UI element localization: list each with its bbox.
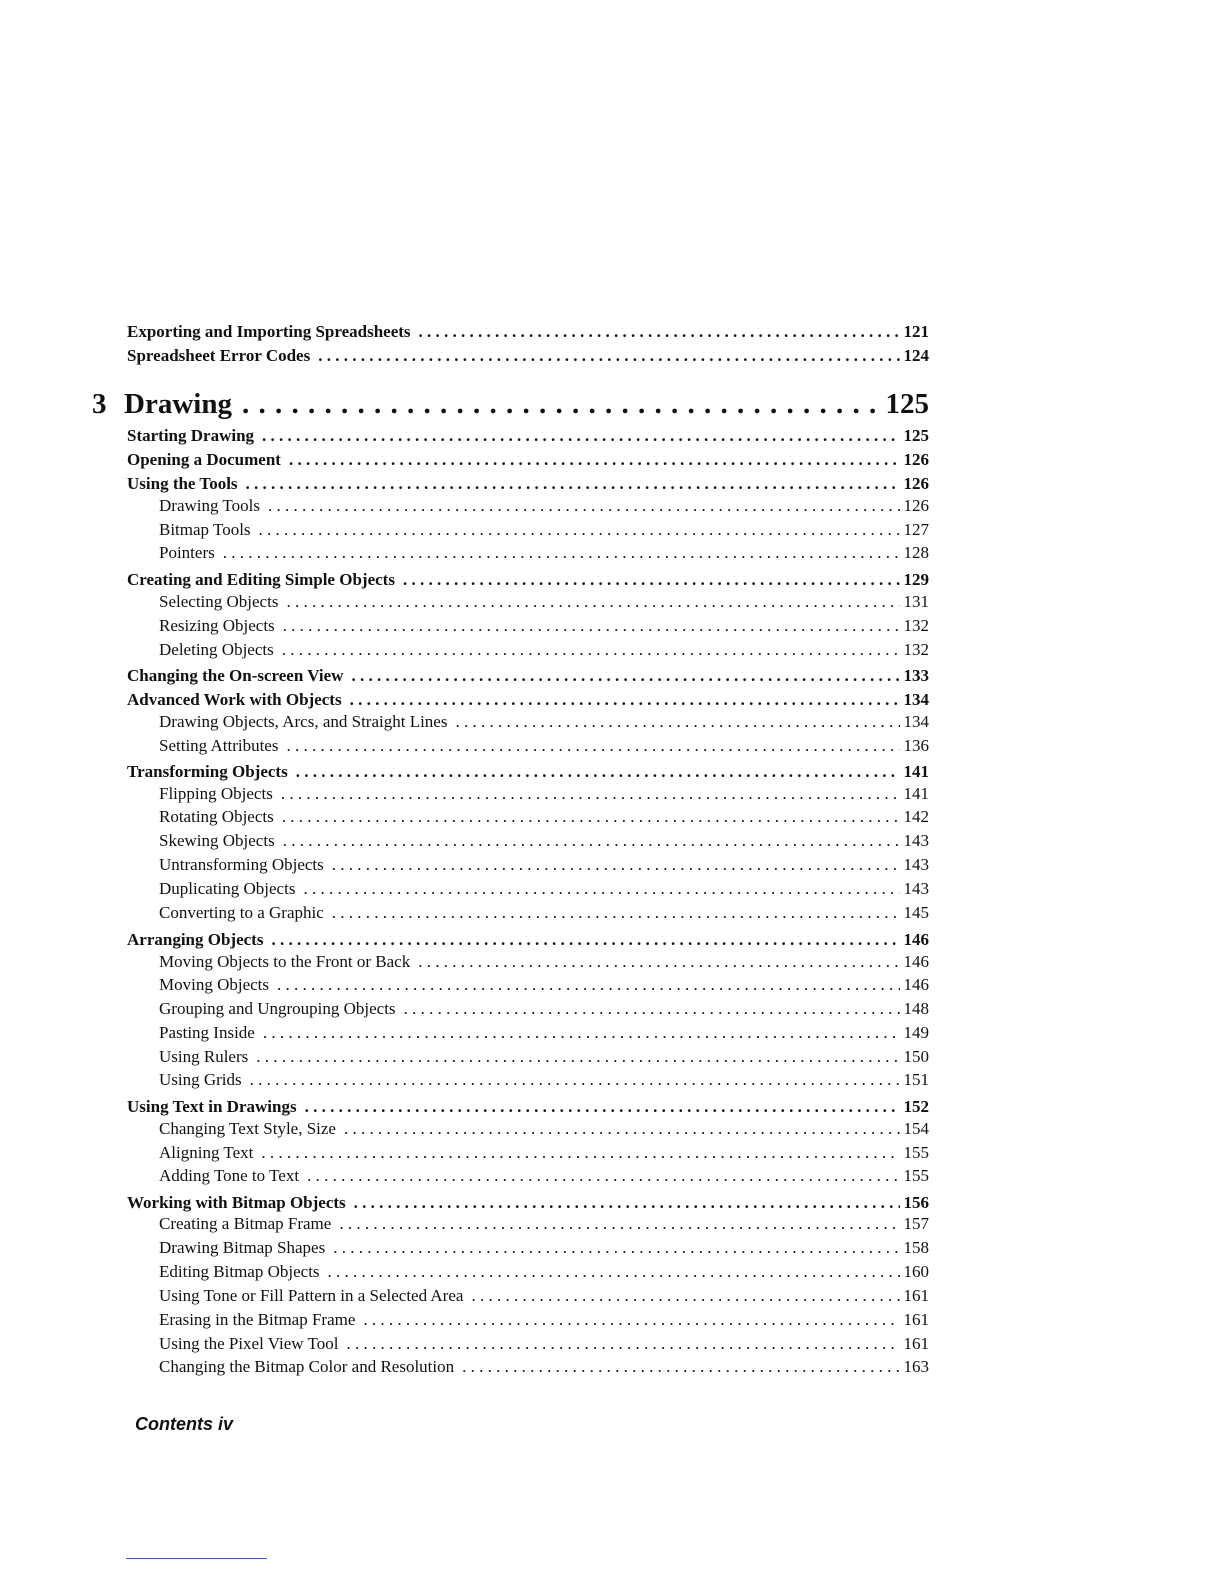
toc-entry-page: 146 — [903, 975, 929, 994]
toc-entry — [127, 930, 929, 950]
toc-entry — [127, 666, 929, 686]
toc-entry-title: Converting to a Graphic — [159, 903, 324, 922]
toc-entry-page: 121 — [903, 322, 929, 341]
chapter-heading — [92, 388, 929, 421]
toc-entry-title: Deleting Objects — [159, 640, 274, 659]
toc-entry-title: Drawing Objects, Arcs, and Straight Lines — [159, 712, 448, 731]
toc-entry — [159, 1070, 929, 1090]
toc-entry-page: 131 — [903, 592, 929, 611]
dot-leader — [363, 1310, 899, 1330]
dot-leader — [268, 496, 900, 516]
dot-leader — [283, 616, 900, 636]
toc-entry-title: Editing Bitmap Objects — [159, 1262, 320, 1281]
toc-entry-page: 133 — [903, 666, 929, 685]
toc-entry — [159, 784, 929, 804]
toc-entry-title: Flipping Objects — [159, 784, 273, 803]
toc-entry — [159, 1166, 929, 1186]
toc-entry-title: Erasing in the Bitmap Frame — [159, 1310, 356, 1329]
toc-entry-page: 127 — [903, 520, 929, 539]
dot-leader — [404, 999, 900, 1019]
toc-entry — [127, 322, 929, 342]
toc-entry-page: 152 — [903, 1097, 929, 1116]
toc-entry-page: 134 — [903, 712, 929, 731]
toc-entry-title: Opening a Document — [127, 450, 281, 469]
dot-leader — [282, 640, 900, 660]
toc-entry-title: Changing the Bitmap Color and Resolution — [159, 1357, 455, 1376]
dot-leader — [403, 570, 900, 590]
toc-entry — [127, 450, 929, 470]
toc-entry — [159, 903, 929, 923]
toc-entry-title: Exporting and Importing Spreadsheets — [127, 322, 411, 341]
toc-entry-page: 146 — [903, 952, 929, 971]
toc-entry-title: Skewing Objects — [159, 831, 275, 850]
toc-entry — [127, 346, 929, 366]
toc-entry-title: Using Rulers — [159, 1047, 249, 1066]
toc-entry-title: Starting Drawing — [127, 426, 255, 445]
dot-leader — [332, 903, 900, 923]
dot-leader — [262, 426, 899, 446]
toc-entry-page: 143 — [903, 879, 929, 898]
toc-entry-page: 136 — [903, 736, 929, 755]
toc-entry — [159, 1357, 929, 1377]
chapter-number: 3 — [92, 388, 107, 420]
toc-entry-title: Using Tone or Fill Pattern in a Selected Area — [159, 1286, 464, 1305]
chapter-page: 125 — [885, 388, 929, 420]
dot-leader — [286, 592, 899, 612]
toc-entry — [159, 543, 929, 563]
toc-entry — [159, 855, 929, 875]
toc-entry-title: Rotating Objects — [159, 807, 274, 826]
dot-leader — [261, 1143, 899, 1163]
toc-entry — [159, 616, 929, 636]
dot-leader — [328, 1262, 900, 1282]
toc-entry — [159, 496, 929, 516]
toc-entry — [159, 1143, 929, 1163]
dot-leader — [283, 831, 900, 851]
toc-entry-page: 158 — [903, 1238, 929, 1257]
dot-leader — [296, 762, 900, 782]
toc-entry-page: 151 — [903, 1070, 929, 1089]
dot-leader — [418, 952, 899, 972]
toc-entry-page: 150 — [903, 1047, 929, 1066]
toc-entry-title: Setting Attributes — [159, 736, 279, 755]
toc-entry — [159, 1047, 929, 1067]
toc-entry-page: 146 — [903, 930, 929, 949]
dot-leader — [281, 784, 900, 804]
toc-entry — [159, 1214, 929, 1234]
toc-entry-title: Selecting Objects — [159, 592, 279, 611]
toc-entry — [127, 426, 929, 446]
toc-entry — [127, 570, 929, 590]
toc-entry-page: 143 — [903, 855, 929, 874]
dot-leader — [289, 450, 900, 470]
dot-leader — [344, 1119, 900, 1139]
toc-entry-title: Untransforming Objects — [159, 855, 324, 874]
toc-entry-page: 149 — [903, 1023, 929, 1042]
toc-entry-page: 141 — [903, 784, 929, 803]
toc-entry-page: 132 — [903, 640, 929, 659]
toc-entry — [159, 1023, 929, 1043]
toc-entry-title: Spreadsheet Error Codes — [127, 346, 311, 365]
dot-leader — [242, 388, 878, 421]
toc-entry — [127, 1097, 929, 1117]
toc-entry — [159, 807, 929, 827]
dot-leader — [246, 474, 900, 494]
dot-leader — [303, 879, 899, 899]
dot-leader — [263, 1023, 900, 1043]
dot-leader — [286, 736, 899, 756]
toc-entry-page: 126 — [903, 450, 929, 469]
toc-entry-title: Using Text in Drawings — [127, 1097, 297, 1116]
toc-entry-page: 148 — [903, 999, 929, 1018]
toc-entry-page: 156 — [903, 1193, 929, 1212]
toc-entry-title: Creating a Bitmap Frame — [159, 1214, 332, 1233]
toc-entry-title: Using Grids — [159, 1070, 242, 1089]
dot-leader — [471, 1286, 899, 1306]
toc-entry-title: Changing the On-screen View — [127, 666, 344, 685]
toc-entry-page: 132 — [903, 616, 929, 635]
toc-entry-title: Working with Bitmap Objects — [127, 1193, 346, 1212]
dot-leader — [333, 1238, 899, 1258]
dot-leader — [282, 807, 900, 827]
dot-leader — [354, 1193, 900, 1213]
toc-entry — [159, 952, 929, 972]
toc-entry — [159, 879, 929, 899]
dot-leader — [271, 930, 899, 950]
toc-entry-page: 141 — [903, 762, 929, 781]
toc-entry-title: Grouping and Ungrouping Objects — [159, 999, 396, 1018]
dot-leader — [250, 1070, 900, 1090]
toc-entry-page: 124 — [903, 346, 929, 365]
toc-entry — [159, 1238, 929, 1258]
dot-leader — [318, 346, 899, 366]
page-footer: Contents iv — [135, 1414, 234, 1434]
toc-entry-page: 129 — [903, 570, 929, 589]
footer-rule — [126, 1558, 267, 1559]
toc-entry-page: 155 — [903, 1143, 929, 1162]
dot-leader — [419, 322, 900, 342]
toc-entry-page: 161 — [903, 1334, 929, 1353]
dot-leader — [346, 1334, 899, 1354]
toc-entry-page: 145 — [903, 903, 929, 922]
toc-entry-page: 128 — [903, 543, 929, 562]
dot-leader — [305, 1097, 900, 1117]
toc-entry-title: Arranging Objects — [127, 930, 264, 949]
toc-entry — [127, 690, 929, 710]
toc-entry-title: Pointers — [159, 543, 215, 562]
toc-entry-page: 134 — [903, 690, 929, 709]
toc-entry-page: 125 — [903, 426, 929, 445]
dot-leader — [351, 666, 899, 686]
toc-entry-page: 161 — [903, 1310, 929, 1329]
toc-entry-title: Creating and Editing Simple Objects — [127, 570, 395, 589]
dot-leader — [462, 1357, 899, 1377]
toc-entry — [159, 1334, 929, 1354]
dot-leader — [307, 1166, 899, 1186]
dot-leader — [350, 690, 900, 710]
toc-entry-title: Pasting Inside — [159, 1023, 255, 1042]
toc-entry-title: Duplicating Objects — [159, 879, 296, 898]
toc-entry — [159, 592, 929, 612]
toc-entry-title: Changing Text Style, Size — [159, 1119, 336, 1138]
dot-leader — [256, 1047, 899, 1067]
dot-leader — [259, 520, 900, 540]
toc-entry-page: 155 — [903, 1166, 929, 1185]
toc-entry — [159, 712, 929, 732]
toc-entry-page: 163 — [903, 1357, 929, 1376]
toc-entry-page: 126 — [903, 496, 929, 515]
toc-entry — [159, 640, 929, 660]
toc-entry-title: Adding Tone to Text — [159, 1166, 300, 1185]
toc-entry-title: Aligning Text — [159, 1143, 254, 1162]
toc-entry-title: Drawing Bitmap Shapes — [159, 1238, 326, 1257]
toc-entry-title: Bitmap Tools — [159, 520, 251, 539]
toc-entry-title: Advanced Work with Objects — [127, 690, 342, 709]
toc-entry — [159, 831, 929, 851]
dot-leader — [332, 855, 900, 875]
toc-entry-page: 126 — [903, 474, 929, 493]
toc-entry-page: 160 — [903, 1262, 929, 1281]
dot-leader — [277, 975, 899, 995]
toc-entry — [159, 1262, 929, 1282]
toc-entry-page: 157 — [903, 1214, 929, 1233]
toc-entry-title: Using the Tools — [127, 474, 238, 493]
toc-entry — [159, 1310, 929, 1330]
toc-entry-title: Transforming Objects — [127, 762, 288, 781]
toc-entry-title: Moving Objects — [159, 975, 270, 994]
toc-entry-page: 143 — [903, 831, 929, 850]
toc-entry-page: 154 — [903, 1119, 929, 1138]
toc-entry — [127, 1193, 929, 1213]
toc-entry — [127, 474, 929, 494]
toc-entry-title: Moving Objects to the Front or Back — [159, 952, 411, 971]
dot-leader — [223, 543, 900, 563]
toc-entry — [159, 999, 929, 1019]
toc-entry-title: Drawing Tools — [159, 496, 260, 515]
toc-entry — [159, 975, 929, 995]
toc-entry — [159, 520, 929, 540]
toc-entry — [159, 736, 929, 756]
toc-entry-page: 161 — [903, 1286, 929, 1305]
toc-entry-title: Using the Pixel View Tool — [159, 1334, 339, 1353]
toc-entry — [127, 762, 929, 782]
dot-leader — [339, 1214, 899, 1234]
toc-entry — [159, 1119, 929, 1139]
toc-entry-title: Resizing Objects — [159, 616, 275, 635]
dot-leader — [455, 712, 899, 732]
toc-entry — [159, 1286, 929, 1306]
toc-entry-page: 142 — [903, 807, 929, 826]
chapter-title: Drawing — [124, 388, 232, 420]
